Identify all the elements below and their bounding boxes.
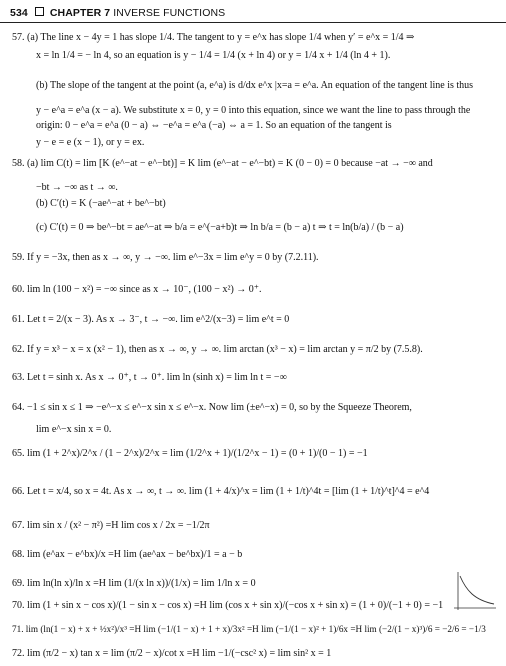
line-71: 71. lim (ln(1 − x) + x + ½x²)/x³ =H lim (−1/(1 − x) + 1 + x)/3x² =H lim (−1/(1 − x)² + 1)/6x =H lim (−2/(1 − x)³)/6 = −2/6 = −1/3 <box>12 624 486 634</box>
chapter-subtitle: INVERSE FUNCTIONS <box>113 7 226 19</box>
line-64-1: 64. −1 ≤ sin x ≤ 1 ⇒ −e^−x ≤ e^−x sin x ≤ e^−x. Now lim (±e^−x) = 0, so by the Squeeze Theorem, <box>12 402 412 413</box>
header-rule <box>0 22 506 23</box>
line-72: 72. lim (π/2 − x) tan x = lim (π/2 − x)/cot x =H lim −1/(−csc² x) = lim sin² x = 1 <box>12 648 332 659</box>
line-57b-1: (b) The slope of the tangent at the point (a, e^a) is d/dx e^x |x=a = e^a. An equation of the tangent line is thus <box>36 80 474 91</box>
line-67: 67. lim sin x / (x² − π²) =H lim cos x / 2x = −1/2π <box>12 520 210 531</box>
line-60: 60. lim ln (100 − x²) = −∞ since as x → 10⁻, (100 − x²) → 0⁺. <box>12 284 262 295</box>
line-66: 66. Let t = x/4, so x = 4t. As x → ∞, t → ∞. lim (1 + 4/x)^x = lim (1 + 1/t)^4t = [lim (1 + 1/t)^t]^4 = e^4 <box>12 486 430 497</box>
line-59: 59. If y = −3x, then as x → ∞, y → −∞. lim e^−3x = lim e^y = 0 by (7.2.11). <box>12 252 319 263</box>
line-57b-4: y − e = e (x − 1), or y = ex. <box>36 137 145 148</box>
page-number: 534 <box>10 7 28 19</box>
line-64-2: lim e^−x sin x = 0. <box>36 424 112 435</box>
line-63: 63. Let t = sinh x. As x → 0⁺, t → 0⁺. lim ln (sinh x) = lim ln t = −∞ <box>12 372 287 383</box>
margin-curve-figure <box>452 570 498 612</box>
line-69: 69. lim ln(ln x)/ln x =H lim (1/(x ln x))/(1/x) = lim 1/ln x = 0 <box>12 578 256 589</box>
line-58c: (c) C′(t) = 0 ⇒ be^−bt = ae^−at ⇒ b/a = e^(−a+b)t ⇒ ln b/a = (b − a) t ⇒ t = ln(b/a) / (b − a) <box>36 222 404 233</box>
line-57a-2: x = ln 1/4 = − ln 4, so an equation is y − 1/4 = 1/4 (x + ln 4) or y = 1/4 x + 1/4 (ln 4 + 1). <box>36 50 391 61</box>
line-57b-3: origin: 0 − e^a = e^a (0 − a) ⇔ −e^a = e^a (−a) ⇔ a = 1. So an equation of the tangent is <box>36 120 392 131</box>
page-header <box>10 7 225 19</box>
chapter-label: CHAPTER 7 <box>49 7 111 19</box>
line-70: 70. lim (1 + sin x − cos x)/(1 − sin x − cos x) =H lim (cos x + sin x)/(−cos x + sin x) = (1 + 0)/(−1 + 0) = −1 <box>12 600 444 611</box>
square-icon <box>35 7 44 16</box>
line-57b-2: y − e^a = e^a (x − a). We substitute x = 0, y = 0 into this equation, since we want the line to pass through the <box>36 105 471 116</box>
line-61: 61. Let t = 2/(x − 3). As x → 3⁻, t → −∞. lim e^2/(x−3) = lim e^t = 0 <box>12 314 290 325</box>
line-57a-1: 57. (a) The line x − 4y = 1 has slope 1/4. The tangent to y = e^x has slope 1/4 when y′ = e^x = 1/4 ⇒ <box>12 32 415 43</box>
line-58a-1: 58. (a) lim C(t) = lim [K (e^−at − e^−bt)] = K lim (e^−at − e^−bt) = K (0 − 0) = 0 because −at → −∞ and <box>12 158 433 169</box>
line-58a-2: −bt → −∞ as t → ∞. <box>36 182 118 193</box>
line-68: 68. lim (e^ax − e^bx)/x =H lim (ae^ax − be^bx)/1 = a − b <box>12 549 243 560</box>
line-62: 62. If y = x³ − x = x (x² − 1), then as x → ∞, y → ∞. lim arctan (x³ − x) = lim arctan y = π/2 by (7.5.8). <box>12 344 423 355</box>
line-65: 65. lim (1 + 2^x)/2^x / (1 − 2^x)/2^x = lim (1/2^x + 1)/(1/2^x − 1) = (0 + 1)/(0 − 1) = −1 <box>12 448 368 459</box>
line-58b: (b) C′(t) = K (−ae^−at + be^−bt) <box>36 198 166 209</box>
